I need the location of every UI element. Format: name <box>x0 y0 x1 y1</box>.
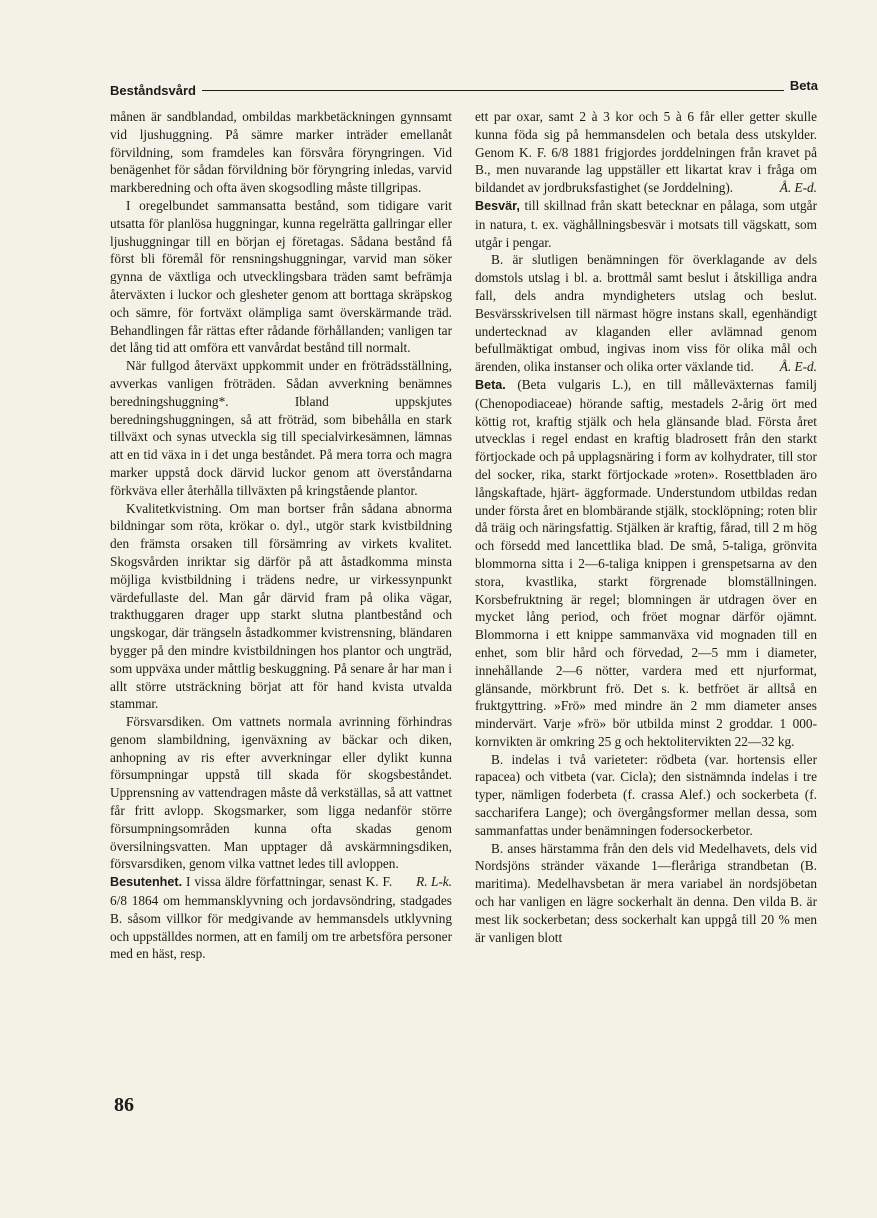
paragraph-text: I vissa äldre författningar, senast K. F. 6/8 1864 om hemmansklyvning och jordavsöndring, stadgades B. såsom villkor för medgivande av hemmansdels utklyvning och uppställdes normen, att en familj om tre arbetsföra personer med en häst, resp. <box>110 874 452 962</box>
paragraph <box>110 500 452 714</box>
header-right-title: Beta <box>789 77 818 93</box>
page-number: 86 <box>114 1094 134 1116</box>
header-left-title: Beståndsvård <box>110 82 196 98</box>
left-column <box>110 108 452 963</box>
paragraph-text: Försvarsdiken. Om vattnets normala avrinning förhindras genom slambildning, igenväxning av bäckar och diken, anhopning av ris efter avverkningar eller dylikt kunna försumpningar uppstå till skada för skogsbeståndet. Upprensning av vattendragen måste då verkställas, så att vattnet får fritt avlopp. Skogsmarker, som ligga nedanför större försumpningsområden kunna ofta skadas genom översilningsvatten. Man upptager då avskärmningsdiken, försvarsdiken, genom vilka vattnet ledes till avloppen. <box>110 714 452 872</box>
dictionary-entry <box>475 376 817 751</box>
running-header <box>110 77 818 100</box>
paragraph-text: B. indelas i två varieteter: rödbeta (var. hortensis eller rapacea) och vitbeta (var. Cicla); den sistnämnda indelas i tre typer, nämligen foderbeta (f. crassa Alef.) och sockerbeta (f. saccharifera Lange); och övergångsformer mellan dessa, som sammanfattas under benämningen fodersockerbetor. <box>475 751 817 838</box>
author-signature: Å. E-d. <box>779 180 817 196</box>
right-column <box>475 108 817 946</box>
header-rule <box>202 90 784 91</box>
paragraph-text: månen är sandblandad, ombildas markbetäckningen gynnsamt vid ljushuggning. På sämre marker inträder emellanåt förvildning, som framdeles kan försvåra föryngringen. Vid benägenhet för sådan förvildning bör föryngring inledas, varvid markberedning och ofta även skogsodling måste tillgripas. <box>110 109 452 196</box>
paragraph <box>110 197 452 357</box>
paragraph <box>475 108 817 197</box>
dictionary-entry <box>475 197 817 251</box>
paragraph-text: B. är slutligen benämningen för överklagande av dels domstols utslag i bl. a. brottmål samt beslut i åtskilliga andra fall, dels andra myndigheters utslag och beslut. Besvärsskrivelsen till närmast högre instans skall, egenhändigt undertecknad av klaganden eller avlämnad genom befullmäktigat ombud, ingivas inom viss för olika mål och ärenden, olika instanser och olika orter växlande tid. <box>475 252 817 375</box>
paragraph <box>110 108 452 197</box>
paragraph-text: B. anses härstamma från den dels vid Medelhavets, dels vid Nordsjöns stränder växande 1—fleråriga strandbetan (B. maritima). Medelhavsbetan är mera variabel än nordsjöbetan och har vanligen en lägre sockerhalt än denna. Den vilda B. är mest lik sockerbetan; dess sockerhalt kan uppgå till 20 % men är vanligen blott <box>475 840 817 945</box>
entry-headword: Beta. <box>475 377 506 392</box>
paragraph-text: till skillnad från skatt betecknar en pålaga, som utgår in natura, t. ex. väghållningsbesvär i motsats till vägskatt, som utgår i pengar. <box>475 197 817 250</box>
author-signature: Å. E-d. <box>779 359 817 375</box>
author-signature: R. L-k. <box>416 874 452 890</box>
entry-headword: Besvär, <box>475 198 520 213</box>
entry-headword: Besutenhet. <box>110 875 183 890</box>
paragraph <box>475 840 817 947</box>
paragraph <box>475 751 817 840</box>
paragraph-text: När fullgod återväxt uppkommit under en fröträdsställning, avverkas vanligen fröträden. Sådan avverkning benämnes beredningshuggning*. Ibland uppskjutes beredningshuggningen, så att fröträd, som bibehålla en stark tillväxt och synas utveckla sig till specialvirkesämnen, lämnas att en tid växa in i det unga beståndet. På mera torra och magra marker uppstå dock därvid luckor genom att överståndarna förkväva eller återhålla tillväxten på kringstående plantor. <box>110 358 452 498</box>
paragraph-text: (Beta vulgaris L.), en till målleväxternas familj (Chenopodiaceae) hörande saftig, mestadels 2-årig ört med köttig rot, kraftig stjälk och hela glänsande blad. Första året utvecklas i regel endast en kraftig bladrosett från den starkt förtjockade och på upplagsnäring i form av kolhydrater, till stor del socker, rika, starkt förtjockade »roten». Rosettbladen äro långskaftade, hjärt- äggformade. Understundom utbildas redan under första året en blombärande stjälk, stocklöpning; roten blir då träig och näringsfattig. Stjälken är kraftig, fårad, till 2 m hög och försedd med lancettlika blad. De små, 5-taliga, grönvita blommorna sitta i 2—6-taliga knippen i grenspetsarna av den stora, kvastlika, starkt förgrenade blomställningen. Korsbefruktning är regel; blomningen är utdragen över en mycket lång period, och fröet mognar därför ojämnt. Blommorna i ett knippe sammanväxa vid mognaden till en enhet, som blir hård och förvedad, 2—5 mm i diameter, innehållande 2—6 nötter, vardera med ett njurformat, glänsande, mörkbrunt frö. Det s. k. betfröet är alltså en fruktgyttring. »Frö» med mindre än 2 mm diameter anses mindervärt. Varje »frö» bör utbilda minst 2 groddar. 1 000-kornvikten är omkring 25 g och hektolitervikten 22—32 kg. <box>475 376 817 749</box>
paragraph-text: I oregelbundet sammansatta bestånd, som tidigare varit utsatta för planlösa huggningar, kunna regelrätta gallringar eller ljushuggningar till en början ej företagas. Sådana bestånd få först bli föremål för rensningshuggningar, varvid man söker gynna de växtliga och utvecklingsbara träden samt befrämja återväxten i luckor och glesheter genom att borttaga skräpskog och sämre, för fortväxt olämpliga samt överskärmande träd. Behandlingen får rättas efter rådande förhållanden; vanligen tar det lång tid att omföra ett vanvårdat bestånd till normalt. <box>110 197 452 356</box>
paragraph-text: ett par oxar, samt 2 à 3 kor och 5 à 6 får eller getter skulle kunna föda sig på hemmansdelen och betala dess utskylder. Genom K. F. 6/8 1881 frigjordes jorddelningen från kravet på B., men nuvarande lag uppställer ett likartat krav i fråga om bildandet av jordbruksfastighet (se Jorddelning). <box>475 109 817 196</box>
paragraph-text: Kvalitetkvistning. Om man bortser från sådana abnorma bildningar som röta, krökar o. dyl., utgör stark kvistbildning den främsta orsaken till försämring av virkets kvalitet. Skogsvården inriktar sig därför på att åstadkomma minsta möjliga kvistbildning i trädens nedre, ur virkessynpunkt värdefullaste del. Man går därvid fram på olika vägar, trakthuggaren drager upp starkt slutna plantbestånd och ungskogar, där trängseln åstadkommer kvistrensning, bländaren bygger på den mindre kvistbildningen hos plantor och ungträd, som uppväxa under måttlig beskuggning. På senare år har man i allt större utsträckning börjat att för hand kvista utvalda stammar. <box>110 500 452 712</box>
paragraph <box>110 357 452 499</box>
paragraph <box>475 251 817 376</box>
